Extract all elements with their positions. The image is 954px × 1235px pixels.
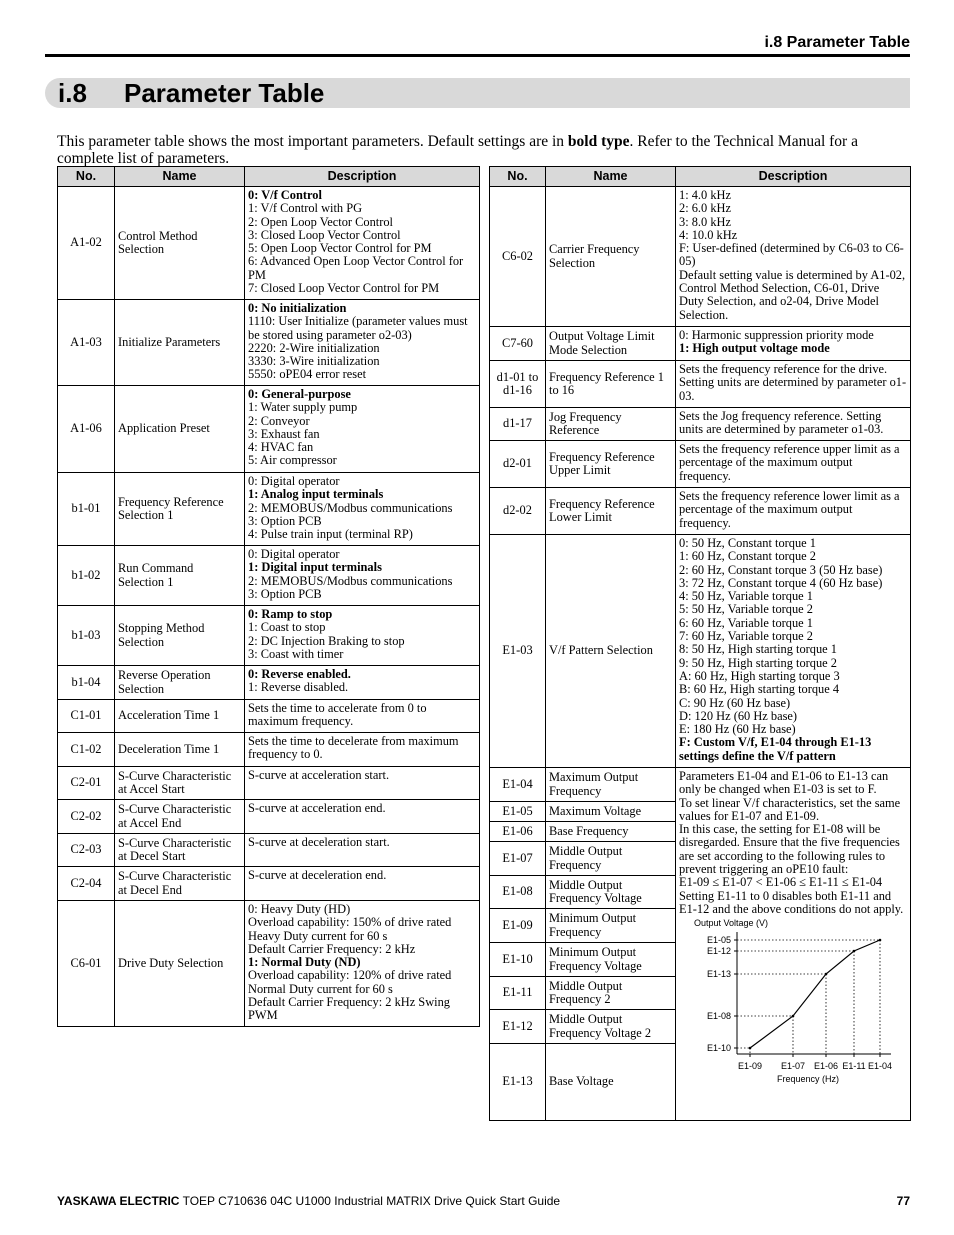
param-number: E1-11 <box>490 977 546 1010</box>
param-number: b1-02 <box>58 546 115 606</box>
param-name: Maximum Output Frequency <box>546 768 676 802</box>
param-number: d2-01 <box>490 441 546 488</box>
table-row <box>490 441 911 488</box>
description-line: 6: 60 Hz, Variable torque 1 <box>679 615 813 630</box>
param-description <box>245 800 480 834</box>
description-line: Overload capability: 120% of drive rated Normal Duty current for 60 s <box>248 968 452 996</box>
param-name: S-Curve Characteristic at Accel Start <box>115 767 245 800</box>
param-name: Middle Output Frequency Voltage <box>546 876 676 909</box>
table-header-row <box>58 167 480 187</box>
param-number: E1-07 <box>490 842 546 876</box>
description-line: 2: DC Injection Braking to stop <box>248 633 405 648</box>
table-row <box>58 867 480 901</box>
param-description <box>676 327 911 361</box>
table-row <box>490 187 911 327</box>
description-line: 1: Water supply pump <box>248 400 358 415</box>
description-line: Sets the frequency reference lower limit as a percentage of the maximum output frequency. <box>679 489 900 530</box>
param-name: Drive Duty Selection <box>115 901 245 1027</box>
param-description <box>245 733 480 767</box>
table-row <box>58 767 480 800</box>
param-name: Output Voltage Limit Mode Selection <box>546 327 676 361</box>
x-tick-label: E1-06 <box>813 1061 839 1072</box>
table-row <box>490 327 911 361</box>
description-line: 2220: 2-Wire initialization <box>248 340 380 355</box>
param-description <box>245 867 480 901</box>
description-line: B: 60 Hz, High starting torque 4 <box>679 682 840 697</box>
param-name: Middle Output Frequency Voltage 2 <box>546 1010 676 1044</box>
param-number: E1-03 <box>490 535 546 768</box>
footer-brand: YASKAWA ELECTRIC <box>57 1194 180 1208</box>
description-line: 1: 4.0 kHz <box>679 188 731 202</box>
param-number: b1-03 <box>58 606 115 666</box>
param-number: E1-10 <box>490 943 546 977</box>
description-line: F: Custom V/f, E1-04 through E1-13 settings define the V/f pattern <box>679 735 872 763</box>
intro-text-pre: This parameter table shows the most important parameters. Default settings are in <box>57 132 568 150</box>
param-number: E1-06 <box>490 822 546 842</box>
description-line: 7: Closed Loop Vector Control for PM <box>248 281 440 296</box>
intro-text-post: . Refer to the Technical Manual for a complete list of parameters. <box>57 132 858 167</box>
description-line: 0: General-purpose <box>248 387 351 401</box>
description-line: 0: Digital operator <box>248 474 340 488</box>
param-description <box>676 488 911 535</box>
description-line: 1110: User Initialize (parameter values must be stored using parameter o2-03) <box>248 314 468 342</box>
y-axis-label: Output Voltage (V) <box>694 918 769 929</box>
param-number: C2-04 <box>58 867 115 901</box>
param-number: E1-04 <box>490 768 546 802</box>
param-name: Run Command Selection 1 <box>115 546 245 606</box>
description-line: 0: Harmonic suppression priority mode <box>679 328 874 342</box>
vf-curve-point <box>853 950 856 953</box>
x-axis-label: Frequency (Hz) <box>776 1074 840 1085</box>
param-number: C2-02 <box>58 800 115 834</box>
description-line: 3: Exhaust fan <box>248 426 320 441</box>
param-description <box>245 767 480 800</box>
intro-paragraph <box>57 133 912 167</box>
description-line: 3: 8.0 kHz <box>679 214 731 229</box>
column-header-no: No. <box>490 167 546 187</box>
description-line: 5: Open Loop Vector Control for PM <box>248 241 432 256</box>
param-number: A1-03 <box>58 300 115 386</box>
description-line: 2: Open Loop Vector Control <box>248 214 393 229</box>
param-number: C6-02 <box>490 187 546 327</box>
description-line: 2: 6.0 kHz <box>679 201 731 216</box>
description-line: 1: 60 Hz, Constant torque 2 <box>679 549 816 564</box>
description-line: Overload capability: 150% of drive rated Heavy Duty current for 60 s <box>248 915 452 943</box>
description-line: 1: Coast to stop <box>248 620 326 635</box>
description-line: Sets the frequency reference upper limit as a percentage of the maximum output frequency. <box>679 442 900 483</box>
page-number: 77 <box>896 1194 910 1208</box>
param-name: Initialize Parameters <box>115 300 245 386</box>
description-line: S-curve at acceleration end. <box>248 801 386 815</box>
column-header-name: Name <box>115 167 245 187</box>
description-line: A: 60 Hz, High starting torque 3 <box>679 668 840 683</box>
description-line: 1: Digital input terminals <box>248 560 382 575</box>
table-row <box>58 546 480 606</box>
description-line: S-curve at deceleration end. <box>248 868 387 882</box>
param-number: E1-05 <box>490 802 546 822</box>
description-line: 5550: oPE04 error reset <box>248 367 367 382</box>
table-row <box>58 187 480 300</box>
column-header-no: No. <box>58 167 115 187</box>
x-tick-label: E1-11 <box>842 1061 866 1072</box>
table-row <box>490 408 911 441</box>
param-number: C2-03 <box>58 834 115 867</box>
param-name: Frequency Reference Selection 1 <box>115 473 245 546</box>
table-row <box>490 768 911 802</box>
section-title: Parameter Table <box>124 78 325 108</box>
vf-curve-point <box>879 939 882 942</box>
param-name: Application Preset <box>115 386 245 473</box>
description-line: E: 180 Hz (60 Hz base) <box>679 722 796 737</box>
description-line: S-curve at deceleration start. <box>248 835 390 849</box>
param-description <box>245 666 480 700</box>
y-tick-label: E1-10 <box>706 1043 731 1054</box>
parameter-table-left <box>57 166 480 1027</box>
param-number: C1-01 <box>58 700 115 733</box>
table-row <box>58 800 480 834</box>
header-rule <box>45 54 910 57</box>
description-line: To set linear V/f characteristics, set the same values for E1-07 and E1-09. <box>679 795 901 823</box>
vf-pattern-chart <box>679 916 907 1084</box>
description-line: 0: Heavy Duty (HD) <box>248 902 351 916</box>
description-line: 0: V/f Control <box>248 188 322 202</box>
description-line: 2: Conveyor <box>248 413 310 428</box>
param-name: Base Voltage <box>546 1044 676 1121</box>
param-description <box>245 606 480 666</box>
param-description <box>245 386 480 473</box>
description-line: F: User-defined (determined by C6-03 to C6-05) <box>679 241 904 269</box>
param-description <box>676 361 911 408</box>
y-tick-label: E1-05 <box>706 935 731 946</box>
x-tick-label: E1-09 <box>737 1061 763 1072</box>
table-row <box>490 535 911 768</box>
vf-curve-line <box>750 940 880 1048</box>
description-line: C: 90 Hz (60 Hz base) <box>679 695 791 710</box>
param-description <box>245 834 480 867</box>
param-name: S-Curve Characteristic at Decel End <box>115 867 245 901</box>
y-tick-label: E1-13 <box>706 969 731 980</box>
param-description <box>245 700 480 733</box>
table-header-row <box>490 167 911 187</box>
description-line: 4: Pulse train input (terminal RP) <box>248 527 413 542</box>
description-line: 1: V/f Control with PG <box>248 201 363 216</box>
param-name: Jog Frequency Reference <box>546 408 676 441</box>
param-number: E1-08 <box>490 876 546 909</box>
table-row <box>58 666 480 700</box>
description-line: Sets the frequency reference for the drive. Setting units are determined by parameter o1-03. <box>679 362 907 403</box>
description-line: 0: 50 Hz, Constant torque 1 <box>679 536 816 550</box>
vf-curve-point <box>825 973 828 976</box>
param-name: Acceleration Time 1 <box>115 700 245 733</box>
param-name: Middle Output Frequency <box>546 842 676 876</box>
x-tick-label: E1-07 <box>780 1061 806 1072</box>
param-number: E1-13 <box>490 1044 546 1121</box>
description-line: 4: 50 Hz, Variable torque 1 <box>679 589 813 604</box>
param-name: Middle Output Frequency 2 <box>546 977 676 1010</box>
param-name: Carrier Frequency Selection <box>546 187 676 327</box>
param-description <box>676 535 911 768</box>
description-line: 7: 60 Hz, Variable torque 2 <box>679 629 813 644</box>
param-number: b1-04 <box>58 666 115 700</box>
param-description <box>245 187 480 300</box>
param-description <box>676 187 911 327</box>
param-description <box>245 546 480 606</box>
description-line: 3: Option PCB <box>248 513 322 528</box>
param-number: A1-02 <box>58 187 115 300</box>
page-footer <box>57 1194 560 1208</box>
param-description <box>245 901 480 1027</box>
description-line: 9: 50 Hz, High starting torque 2 <box>679 655 837 670</box>
description-line: 6: Advanced Open Loop Vector Control for PM <box>248 254 464 282</box>
description-line: 5: Air compressor <box>248 453 337 468</box>
description-line: 3330: 3-Wire initialization <box>248 354 380 369</box>
y-tick-label: E1-08 <box>706 1011 731 1022</box>
table-row <box>58 300 480 386</box>
param-name: Reverse Operation Selection <box>115 666 245 700</box>
description-line: 3: Coast with timer <box>248 646 344 661</box>
description-line: Sets the time to decelerate from maximum frequency to 0. <box>248 734 459 762</box>
table-row <box>490 361 911 408</box>
param-name: Maximum Voltage <box>546 802 676 822</box>
description-line: 0: Digital operator <box>248 547 340 561</box>
param-number: E1-12 <box>490 1010 546 1044</box>
param-name: Frequency Reference 1 to 16 <box>546 361 676 408</box>
table-row <box>58 700 480 733</box>
description-line: S-curve at acceleration start. <box>248 768 390 782</box>
description-line: Default setting value is determined by A1-02, Control Method Selection, C6-01, Drive Duty Selection, and o2-04, Drive Model Selection. <box>679 267 906 322</box>
param-name: V/f Pattern Selection <box>546 535 676 768</box>
description-line: 2: MEMOBUS/Modbus communications <box>248 573 453 588</box>
description-line: 1: High output voltage mode <box>679 341 830 356</box>
description-line: 0: No initialization <box>248 301 347 315</box>
description-line: Default Carrier Frequency: 2 kHz <box>248 941 416 956</box>
param-name: Stopping Method Selection <box>115 606 245 666</box>
parameter-table-right <box>489 166 911 1121</box>
description-line: Sets the Jog frequency reference. Setting units are determined by parameter o1-03. <box>679 409 884 437</box>
param-name: Frequency Reference Lower Limit <box>546 488 676 535</box>
param-number: b1-01 <box>58 473 115 546</box>
table-row <box>58 606 480 666</box>
param-name: S-Curve Characteristic at Accel End <box>115 800 245 834</box>
param-description <box>676 408 911 441</box>
table-row <box>490 488 911 535</box>
param-number: d2-02 <box>490 488 546 535</box>
description-line: 4: HVAC fan <box>248 440 314 455</box>
description-line: 3: Option PCB <box>248 586 322 601</box>
table-row <box>58 473 480 546</box>
description-line: 1: Analog input terminals <box>248 487 384 502</box>
table-row <box>58 733 480 767</box>
intro-text-bold: bold type <box>567 132 630 150</box>
description-line: 2: MEMOBUS/Modbus communications <box>248 500 453 515</box>
param-number: C7-60 <box>490 327 546 361</box>
param-name: Frequency Reference Upper Limit <box>546 441 676 488</box>
param-description <box>245 300 480 386</box>
description-line: 4: 10.0 kHz <box>679 227 738 242</box>
param-name: Minimum Output Frequency Voltage <box>546 943 676 977</box>
table-row <box>58 386 480 473</box>
description-line: 5: 50 Hz, Variable torque 2 <box>679 602 813 617</box>
description-line: 1: Reverse disabled. <box>248 680 349 695</box>
y-tick-label: E1-12 <box>706 946 731 957</box>
description-line: Setting E1-11 to 0 disables both E1-11 and E1-12 and the above conditions do not apply. <box>679 888 904 916</box>
vf-curve-point <box>792 1015 795 1018</box>
param-name: Base Frequency <box>546 822 676 842</box>
description-line: 0: Ramp to stop <box>248 607 333 621</box>
param-number: d1-01 to d1-16 <box>490 361 546 408</box>
param-name: Minimum Output Frequency <box>546 909 676 943</box>
param-name: S-Curve Characteristic at Decel Start <box>115 834 245 867</box>
column-header-description: Description <box>245 167 480 187</box>
param-description <box>245 473 480 546</box>
param-number: A1-06 <box>58 386 115 473</box>
description-line: 8: 50 Hz, High starting torque 1 <box>679 642 837 657</box>
param-number: d1-17 <box>490 408 546 441</box>
column-header-name: Name <box>546 167 676 187</box>
param-name: Deceleration Time 1 <box>115 733 245 767</box>
param-number: E1-09 <box>490 909 546 943</box>
param-number: C2-01 <box>58 767 115 800</box>
description-line: D: 120 Hz (60 Hz base) <box>679 708 798 723</box>
description-line: 1: Normal Duty (ND) <box>248 955 361 970</box>
e1-shared-description <box>676 768 911 1121</box>
description-line: Default Carrier Frequency: 2 kHz Swing PWM <box>248 995 450 1023</box>
x-tick-label: E1-04 <box>867 1061 893 1072</box>
description-line: 3: Closed Loop Vector Control <box>248 227 401 242</box>
param-name: Control Method Selection <box>115 187 245 300</box>
vf-curve-point <box>749 1047 752 1050</box>
param-description <box>676 441 911 488</box>
description-line: E1-09 ≤ E1-07 < E1-06 ≤ E1-11 ≤ E1-04 <box>679 875 883 890</box>
column-header-description: Description <box>676 167 911 187</box>
footer-document-title: TOEP C710636 04C U1000 Industrial MATRIX Drive Quick Start Guide <box>179 1194 561 1208</box>
running-header: i.8 Parameter Table <box>764 34 910 51</box>
param-number: C1-02 <box>58 733 115 767</box>
description-line: 2: 60 Hz, Constant torque 3 (50 Hz base) <box>679 562 883 577</box>
description-line: In this case, the setting for E1-08 will be disregarded. Ensure that the five frequencies are set according to the following rules to prevent triggering an oPE10 fault: <box>679 822 900 877</box>
description-line: 0: Reverse enabled. <box>248 667 351 681</box>
description-line: Sets the time to accelerate from 0 to maximum frequency. <box>248 701 427 729</box>
table-row <box>58 834 480 867</box>
description-line: 3: 72 Hz, Constant torque 4 (60 Hz base) <box>679 575 883 590</box>
table-row <box>58 901 480 1027</box>
param-number: C6-01 <box>58 901 115 1027</box>
section-number: i.8 <box>58 78 87 108</box>
description-line: Parameters E1-04 and E1-06 to E1-13 can only be changed when E1-03 is set to F. <box>679 769 889 797</box>
